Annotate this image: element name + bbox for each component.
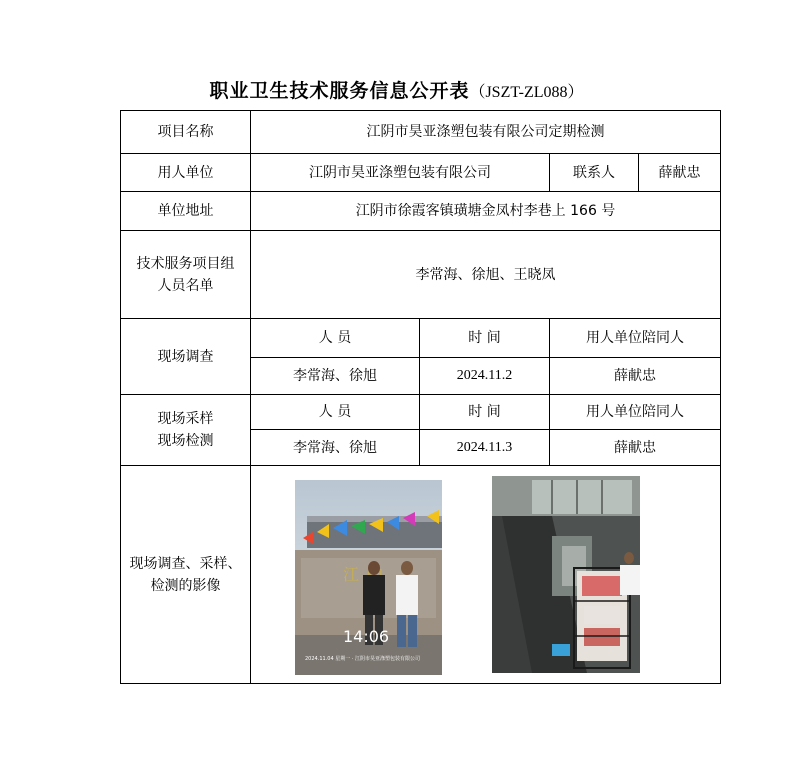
title-main: 职业卫生技术服务信息公开表 (209, 80, 470, 102)
sampling-escort: 薛献忠 (550, 430, 721, 466)
address-value: 江阴市徐霞客镇璜塘金凤村李巷上 166 号 (251, 192, 721, 231)
row-employer (121, 154, 721, 192)
project-name-label: 项目名称 (121, 111, 251, 154)
row-sampling-header (121, 395, 721, 430)
site-photo-1-image (295, 480, 442, 675)
row-survey-header (121, 319, 721, 358)
team-label-line-2: 人员名单 (157, 277, 214, 294)
survey-escort: 薛献忠 (550, 358, 721, 395)
team-label-line-1: 技术服务项目组 (136, 255, 235, 272)
row-address (121, 192, 721, 231)
sampling-label (121, 395, 251, 466)
survey-label: 现场调查 (121, 319, 251, 395)
site-photo-2 (492, 476, 640, 673)
team-value: 李常海、徐旭、王晓凤 (251, 231, 721, 319)
contact-label: 联系人 (550, 154, 639, 192)
survey-col-person: 人 员 (251, 319, 420, 358)
sampling-label-line-2: 现场检测 (157, 433, 214, 449)
images-label-line-2: 检测的影像 (150, 577, 221, 594)
photo-caption-overlay: 2024.11.04 星期一 · 江阴市昊亚涤塑包装有限公司 (305, 656, 420, 662)
sampling-col-time: 时 间 (420, 395, 550, 430)
site-photo-1 (295, 480, 442, 675)
images-label-line-1: 现场调查、采样、 (129, 555, 242, 572)
sampling-label-line-1: 现场采样 (157, 411, 214, 427)
survey-col-escort: 用人单位陪同人 (550, 319, 721, 358)
images-label (121, 466, 251, 684)
row-project-name (121, 111, 721, 154)
sampling-col-escort: 用人单位陪同人 (550, 395, 721, 430)
site-photo-2-image (492, 476, 640, 673)
employer-label: 用人单位 (121, 154, 251, 192)
gate-sign-char-1: 江 (343, 565, 360, 584)
employer-value: 江阴市昊亚涤塑包装有限公司 (251, 154, 550, 192)
form-code: （JSZT-ZL088） (469, 84, 584, 101)
row-team (121, 231, 721, 319)
survey-person: 李常海、徐旭 (251, 358, 420, 395)
survey-col-time: 时 间 (420, 319, 550, 358)
project-name-value: 江阴市昊亚涤塑包装有限公司定期检测 (251, 111, 721, 154)
contact-value: 薛献忠 (639, 154, 721, 192)
sampling-person: 李常海、徐旭 (251, 430, 420, 466)
team-label (121, 231, 251, 319)
survey-time: 2024.11.2 (420, 358, 550, 395)
photo-time-overlay: 14:06 (343, 627, 390, 646)
sampling-time: 2024.11.3 (420, 430, 550, 466)
sampling-col-person: 人 员 (251, 395, 420, 430)
address-label: 单位地址 (121, 192, 251, 231)
page-title (0, 76, 793, 103)
